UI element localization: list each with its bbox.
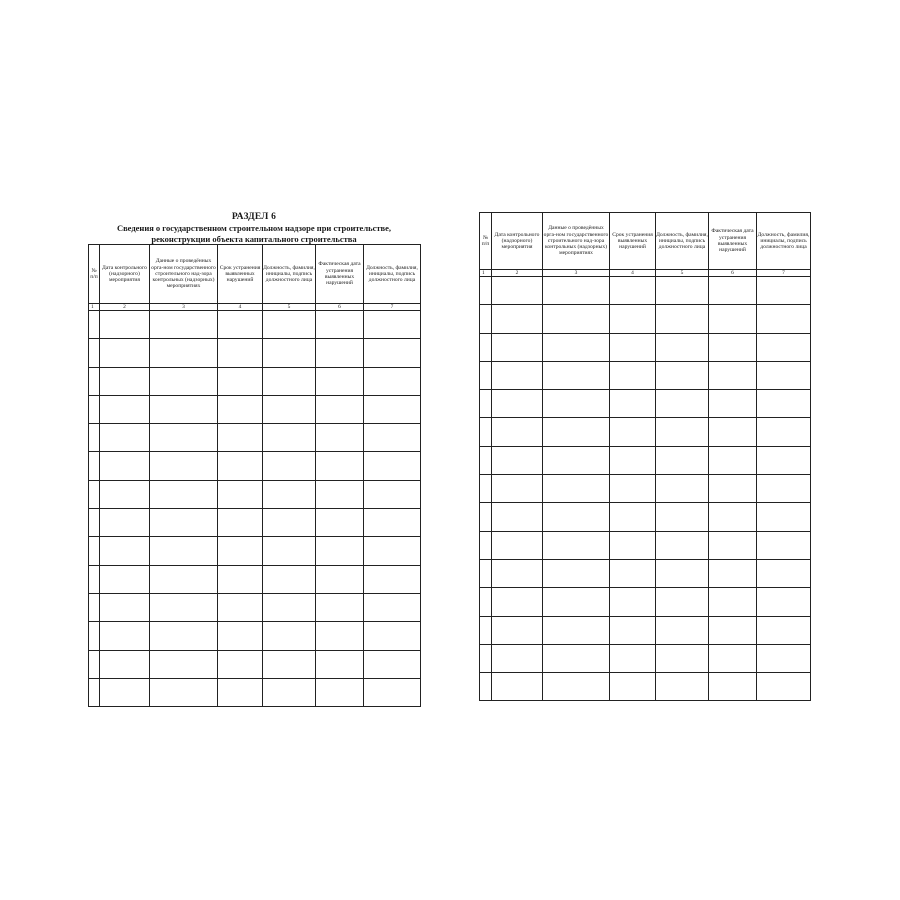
table-cell	[263, 367, 316, 395]
table-cell	[263, 622, 316, 650]
col-number-1: 1	[480, 270, 492, 277]
col-number-3: 3	[543, 270, 610, 277]
table-row	[89, 678, 421, 706]
col-number-1: 1	[89, 304, 100, 311]
table-row	[480, 503, 811, 531]
table-cell	[316, 339, 364, 367]
table-cell	[543, 446, 610, 474]
col-number-4: 4	[218, 304, 263, 311]
col-number-4: 4	[610, 270, 656, 277]
table-cell	[89, 678, 100, 706]
table-cell	[480, 559, 492, 587]
table-cell	[218, 650, 263, 678]
table-cell	[100, 537, 150, 565]
table-cell	[100, 424, 150, 452]
table-cell	[492, 559, 543, 587]
table-cell	[263, 311, 316, 339]
table-cell	[610, 531, 656, 559]
table-cell	[610, 503, 656, 531]
table-cell	[100, 593, 150, 621]
table-cell	[610, 588, 656, 616]
table-cell	[757, 616, 811, 644]
section-subtitle-line-2: реконструкции объекта капитального строительства	[151, 233, 357, 244]
right-page	[479, 212, 810, 701]
table-cell	[480, 673, 492, 701]
table-cell	[150, 678, 218, 706]
table-cell	[492, 305, 543, 333]
table-cell	[218, 565, 263, 593]
table-cell	[89, 537, 100, 565]
col-header-7: Должность, фамилия, инициалы, подпись должностного лица	[364, 245, 421, 304]
table-cell	[656, 446, 709, 474]
table-row	[480, 531, 811, 559]
table-cell	[263, 424, 316, 452]
table-cell	[610, 475, 656, 503]
table-row	[480, 361, 811, 389]
table-cell	[364, 480, 421, 508]
table-cell	[218, 537, 263, 565]
table-cell	[656, 644, 709, 672]
table-cell	[316, 678, 364, 706]
table-row	[480, 333, 811, 361]
col-header-6: Фактическая дата устранения выявленных нарушений	[316, 245, 364, 304]
col-header-1: № п/п	[89, 245, 100, 304]
table-cell	[709, 277, 757, 305]
header-row	[89, 245, 421, 304]
table-cell	[150, 424, 218, 452]
table-cell	[610, 446, 656, 474]
table-row	[480, 277, 811, 305]
table-cell	[218, 424, 263, 452]
table-row	[480, 616, 811, 644]
table-cell	[492, 277, 543, 305]
table-row	[480, 559, 811, 587]
col-header-4: Срок устранения выявленных нарушений	[218, 245, 263, 304]
table-cell	[709, 475, 757, 503]
table-cell	[316, 537, 364, 565]
table-cell	[364, 339, 421, 367]
table-row	[480, 588, 811, 616]
table-cell	[709, 390, 757, 418]
table-cell	[316, 367, 364, 395]
col-number-7: 7	[364, 304, 421, 311]
right-register-table	[479, 212, 811, 701]
table-cell	[492, 616, 543, 644]
table-cell	[218, 593, 263, 621]
table-cell	[610, 305, 656, 333]
col-header-5: Должность, фамилия, инициалы, подпись должностного лица	[263, 245, 316, 304]
table-cell	[656, 333, 709, 361]
table-cell	[757, 418, 811, 446]
col-header-6: Фактическая дата устранения выявленных нарушений	[709, 213, 757, 270]
table-cell	[543, 475, 610, 503]
table-cell	[709, 361, 757, 389]
table-cell	[364, 367, 421, 395]
table-row	[89, 395, 421, 423]
table-cell	[316, 622, 364, 650]
column-number-row	[89, 304, 421, 311]
table-cell	[543, 531, 610, 559]
table-cell	[757, 588, 811, 616]
table-cell	[364, 452, 421, 480]
col-header-2: Дата контрольного (надзорного) мероприятия	[492, 213, 543, 270]
left-page	[88, 212, 420, 707]
table-cell	[263, 565, 316, 593]
table-cell	[100, 565, 150, 593]
col-number-2: 2	[492, 270, 543, 277]
header-row	[480, 213, 811, 270]
table-row	[480, 305, 811, 333]
table-cell	[263, 509, 316, 537]
table-cell	[757, 531, 811, 559]
table-cell	[656, 559, 709, 587]
table-cell	[656, 588, 709, 616]
table-cell	[150, 593, 218, 621]
table-cell	[492, 475, 543, 503]
table-cell	[543, 644, 610, 672]
table-cell	[89, 650, 100, 678]
table-cell	[218, 311, 263, 339]
table-row	[480, 390, 811, 418]
table-cell	[100, 311, 150, 339]
table-cell	[263, 678, 316, 706]
table-cell	[709, 588, 757, 616]
table-cell	[150, 650, 218, 678]
table-cell	[543, 277, 610, 305]
table-cell	[656, 277, 709, 305]
table-cell	[89, 480, 100, 508]
col-number-7: 7	[757, 270, 811, 277]
table-cell	[150, 565, 218, 593]
table-cell	[610, 361, 656, 389]
col-header-7: Должность, фамилия, инициалы, подпись должностного лица	[757, 213, 811, 270]
table-row	[480, 475, 811, 503]
table-cell	[316, 395, 364, 423]
col-number-6: 6	[709, 270, 757, 277]
table-cell	[656, 673, 709, 701]
table-row	[89, 452, 421, 480]
table-cell	[150, 367, 218, 395]
table-cell	[610, 390, 656, 418]
table-cell	[492, 418, 543, 446]
table-cell	[656, 361, 709, 389]
table-cell	[89, 565, 100, 593]
table-cell	[316, 509, 364, 537]
table-cell	[757, 559, 811, 587]
table-cell	[492, 673, 543, 701]
table-cell	[100, 395, 150, 423]
col-header-4: Срок устранения выявленных нарушений	[610, 213, 656, 270]
col-number-3: 3	[150, 304, 218, 311]
table-cell	[218, 480, 263, 508]
table-cell	[757, 475, 811, 503]
table-cell	[757, 305, 811, 333]
table-cell	[492, 531, 543, 559]
table-cell	[316, 452, 364, 480]
table-cell	[263, 395, 316, 423]
table-cell	[100, 452, 150, 480]
table-cell	[316, 565, 364, 593]
table-row	[89, 650, 421, 678]
table-row	[480, 673, 811, 701]
table-cell	[263, 452, 316, 480]
table-cell	[656, 503, 709, 531]
table-cell	[757, 390, 811, 418]
table-cell	[656, 616, 709, 644]
table-cell	[480, 418, 492, 446]
table-cell	[610, 418, 656, 446]
table-cell	[709, 673, 757, 701]
table-cell	[656, 390, 709, 418]
table-cell	[89, 593, 100, 621]
col-number-5: 5	[263, 304, 316, 311]
table-cell	[100, 650, 150, 678]
table-cell	[709, 503, 757, 531]
table-cell	[709, 446, 757, 474]
table-cell	[263, 650, 316, 678]
table-cell	[218, 367, 263, 395]
table-cell	[757, 673, 811, 701]
col-number-2: 2	[100, 304, 150, 311]
table-cell	[89, 452, 100, 480]
table-cell	[492, 390, 543, 418]
table-cell	[757, 333, 811, 361]
col-header-2: Дата контрольного (надзорного) мероприятия	[100, 245, 150, 304]
table-cell	[543, 333, 610, 361]
table-cell	[89, 311, 100, 339]
table-cell	[364, 509, 421, 537]
table-cell	[100, 509, 150, 537]
table-cell	[656, 418, 709, 446]
table-cell	[757, 446, 811, 474]
col-header-3: Данные о проведённых орга-ном государственного строительного над-зора контрольных (надзорных) мероприятиях	[543, 213, 610, 270]
table-cell	[543, 559, 610, 587]
table-cell	[610, 673, 656, 701]
table-cell	[480, 588, 492, 616]
table-cell	[218, 509, 263, 537]
table-cell	[100, 339, 150, 367]
left-register-table	[88, 244, 421, 707]
table-cell	[480, 361, 492, 389]
table-cell	[709, 616, 757, 644]
table-row	[89, 311, 421, 339]
table-cell	[492, 333, 543, 361]
table-cell	[218, 395, 263, 423]
table-cell	[316, 593, 364, 621]
column-number-row	[480, 270, 811, 277]
table-cell	[89, 509, 100, 537]
table-cell	[218, 678, 263, 706]
table-cell	[150, 395, 218, 423]
table-cell	[263, 593, 316, 621]
table-cell	[364, 565, 421, 593]
table-cell	[656, 475, 709, 503]
table-cell	[364, 395, 421, 423]
table-cell	[543, 418, 610, 446]
table-cell	[150, 311, 218, 339]
table-cell	[492, 446, 543, 474]
table-cell	[89, 622, 100, 650]
table-cell	[709, 531, 757, 559]
table-cell	[316, 650, 364, 678]
col-number-5: 5	[656, 270, 709, 277]
table-row	[480, 418, 811, 446]
table-cell	[543, 673, 610, 701]
table-cell	[364, 424, 421, 452]
table-cell	[492, 361, 543, 389]
table-cell	[709, 418, 757, 446]
table-cell	[364, 311, 421, 339]
table-cell	[364, 593, 421, 621]
table-cell	[150, 339, 218, 367]
table-cell	[492, 503, 543, 531]
col-header-1: № п/п	[480, 213, 492, 270]
table-cell	[364, 622, 421, 650]
table-cell	[543, 503, 610, 531]
table-cell	[480, 616, 492, 644]
table-cell	[543, 305, 610, 333]
section-subtitle-line-1: Сведения о государственном строительном надзоре при строительстве,	[116, 223, 392, 233]
table-row	[89, 509, 421, 537]
right-table-body	[480, 277, 811, 701]
col-header-5: Должность, фамилия, инициалы, подпись должностного лица	[656, 213, 709, 270]
table-cell	[316, 311, 364, 339]
table-cell	[480, 446, 492, 474]
table-cell	[610, 644, 656, 672]
table-cell	[316, 480, 364, 508]
table-cell	[543, 361, 610, 389]
table-cell	[218, 452, 263, 480]
table-cell	[656, 305, 709, 333]
table-cell	[364, 650, 421, 678]
col-number-6: 6	[316, 304, 364, 311]
table-cell	[480, 503, 492, 531]
table-cell	[480, 333, 492, 361]
table-cell	[89, 424, 100, 452]
table-cell	[709, 305, 757, 333]
table-cell	[480, 644, 492, 672]
table-cell	[543, 390, 610, 418]
table-cell	[89, 339, 100, 367]
table-cell	[150, 452, 218, 480]
table-cell	[709, 333, 757, 361]
table-cell	[610, 559, 656, 587]
table-cell	[610, 333, 656, 361]
table-cell	[480, 390, 492, 418]
table-cell	[610, 277, 656, 305]
table-cell	[757, 361, 811, 389]
section-heading: РАЗДЕЛ 6	[231, 212, 277, 222]
table-cell	[316, 424, 364, 452]
table-cell	[364, 678, 421, 706]
table-row	[89, 593, 421, 621]
table-cell	[364, 537, 421, 565]
table-row	[480, 644, 811, 672]
table-cell	[89, 367, 100, 395]
table-cell	[480, 475, 492, 503]
section-title-block	[88, 212, 420, 244]
table-row	[89, 339, 421, 367]
table-cell	[709, 559, 757, 587]
table-cell	[100, 367, 150, 395]
table-cell	[100, 622, 150, 650]
left-table-body	[89, 311, 421, 707]
table-cell	[150, 509, 218, 537]
table-cell	[543, 616, 610, 644]
table-row	[89, 424, 421, 452]
table-row	[89, 480, 421, 508]
table-cell	[263, 537, 316, 565]
table-cell	[757, 503, 811, 531]
table-cell	[656, 531, 709, 559]
table-cell	[709, 644, 757, 672]
table-row	[89, 565, 421, 593]
table-cell	[757, 644, 811, 672]
table-cell	[263, 480, 316, 508]
table-cell	[150, 622, 218, 650]
table-cell	[100, 678, 150, 706]
table-cell	[218, 339, 263, 367]
table-cell	[543, 588, 610, 616]
table-cell	[89, 395, 100, 423]
table-cell	[480, 305, 492, 333]
table-cell	[100, 480, 150, 508]
table-row	[89, 367, 421, 395]
table-cell	[150, 480, 218, 508]
table-cell	[150, 537, 218, 565]
table-cell	[492, 644, 543, 672]
table-row	[480, 446, 811, 474]
table-row	[89, 622, 421, 650]
table-cell	[480, 277, 492, 305]
col-header-3: Данные о проведённых орга-ном государственного строительного над-зора контрольных (надзорных) мероприятиях	[150, 245, 218, 304]
table-cell	[492, 588, 543, 616]
table-cell	[757, 277, 811, 305]
table-cell	[218, 622, 263, 650]
table-row	[89, 537, 421, 565]
table-cell	[480, 531, 492, 559]
table-cell	[610, 616, 656, 644]
table-cell	[263, 339, 316, 367]
